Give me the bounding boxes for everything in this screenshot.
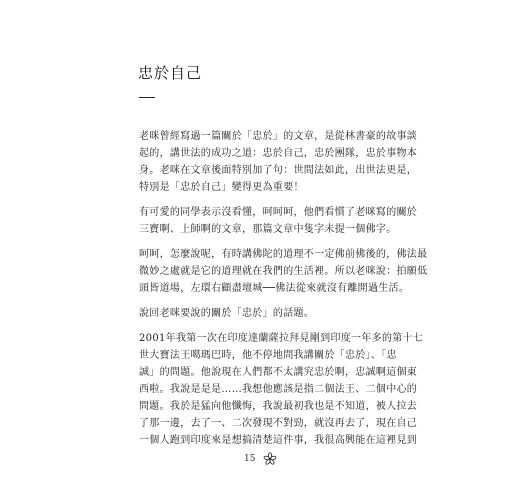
text-line: 西啦。我說是是是……我想他應該是指二個法王、二個中心的	[139, 384, 418, 395]
text-line: 老咪曾經寫過一篇關於「忠於」的文章，是從林書豪的故事談	[139, 131, 418, 142]
text-line: 問題。我於是猛向他懺悔，我說最初我也是不知道，被人拉去	[139, 401, 418, 412]
lotus-flower-icon	[263, 452, 277, 466]
text-line: 頭皆道場，左環右顧盡壇城──佛法從來就沒有離開過生活。	[139, 283, 410, 294]
paragraph	[139, 305, 391, 322]
paragraph	[139, 246, 428, 297]
text-line: 特別是「忠於自己」變得更為重要！	[139, 182, 304, 193]
text-line: 起的，講世法的成功之道：忠於自己，忠於團隊，忠於事物本	[139, 148, 418, 159]
paragraph	[139, 204, 418, 238]
text-line: 世大寶法王噶瑪巴時，他不停地問我講關於「忠於」、「忠	[139, 350, 397, 361]
text-line: 身。老咪在文章後面特別加了句：世間法如此，出世法更是，	[139, 165, 418, 176]
text-line: 有可愛的同學表示沒看懂，呵呵呵，他們看慣了老咪寫的關於	[139, 207, 418, 218]
body-text	[139, 128, 428, 457]
text-line: 呵呵，怎麼說呢，有時講佛陀的道理不一定佛前佛後的，佛法最	[139, 249, 428, 260]
chapter-title: 忠於自己	[138, 64, 203, 82]
paragraph	[139, 128, 418, 196]
page-footer	[244, 452, 277, 466]
text-line: 三寶啊、上師啊的文章，那篇文章中隻字未提一個佛字。	[139, 224, 397, 235]
text-line: 誠」的問題。他說現在人們都不太講究忠於啊，忠誠啊這個東	[139, 367, 418, 378]
text-line: 微妙之處就是它的道理就在我們的生活裡。所以老咪說：拍願低	[139, 266, 428, 277]
text-line: 說回老咪要說的關於「忠於」的話題。	[139, 308, 315, 319]
title-divider	[139, 97, 155, 98]
page-number: 15	[244, 454, 256, 464]
text-line: 了那一邊，去了一、二次發現不對勁，就沒再去了，現在自己	[139, 418, 418, 429]
text-line: 2001年我第一次在印度達蘭薩拉拜見剛到印度一年多的第十七	[139, 333, 424, 344]
text-line: 一個人跑到印度來是想搞清楚這件事，我很高興能在這裡見到	[139, 435, 418, 446]
paragraph	[139, 330, 424, 449]
